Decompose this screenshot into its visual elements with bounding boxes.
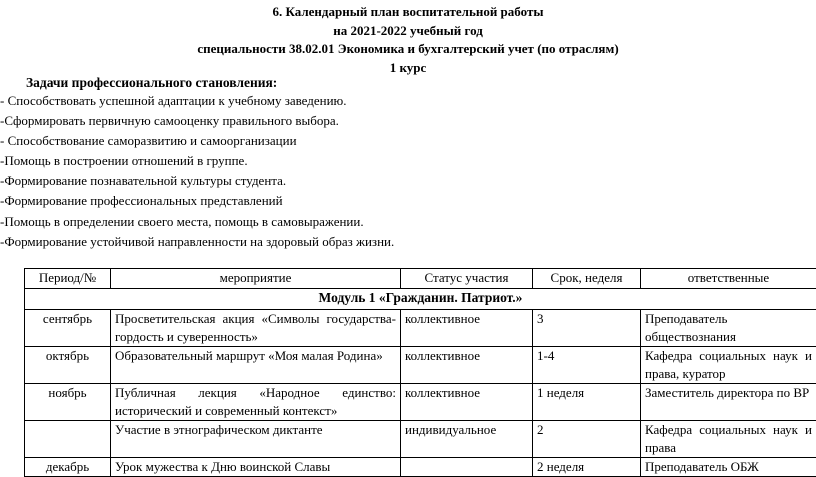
task-item: -Формирование профессиональных представлений bbox=[0, 191, 394, 211]
cell-event: Участие в этнографическом диктанте bbox=[111, 421, 401, 458]
cell-term: 2 неделя bbox=[533, 458, 641, 477]
header-status: Статус участия bbox=[401, 269, 533, 289]
cell-period bbox=[25, 421, 111, 458]
table-row bbox=[25, 384, 816, 421]
task-item: -Формирование познавательной культуры студента. bbox=[0, 171, 394, 191]
cell-status: индивидуальное bbox=[401, 421, 533, 458]
cell-responsible: Кафедра социальных наук и права bbox=[641, 421, 816, 458]
table-row bbox=[25, 347, 816, 384]
cell-period: октябрь bbox=[25, 347, 111, 384]
cell-term: 3 bbox=[533, 310, 641, 347]
header-line-3: специальности 38.02.01 Экономика и бухгалтерский учет (по отраслям) bbox=[0, 40, 816, 59]
cell-term: 1 неделя bbox=[533, 384, 641, 421]
task-item: - Способствование саморазвитию и самоорганизации bbox=[0, 131, 394, 151]
tasks-heading: Задачи профессионального становления: bbox=[26, 74, 277, 91]
header-period: Период/№ bbox=[25, 269, 111, 289]
table-row bbox=[25, 458, 816, 477]
plan-table bbox=[24, 268, 816, 477]
module-title: Модуль 1 «Гражданин. Патриот.» bbox=[25, 289, 816, 310]
cell-status: коллективное bbox=[401, 384, 533, 421]
cell-event: Урок мужества к Дню воинской Славы bbox=[111, 458, 401, 477]
document-header bbox=[0, 3, 816, 77]
table-header-row bbox=[25, 269, 816, 289]
cell-status: коллективное bbox=[401, 347, 533, 384]
cell-responsible: Кафедра социальных наук и права, куратор bbox=[641, 347, 816, 384]
cell-event: Образовательный маршрут «Моя малая Родина» bbox=[111, 347, 401, 384]
table-row bbox=[25, 310, 816, 347]
cell-status: коллективное bbox=[401, 310, 533, 347]
cell-responsible: Преподаватель обществознания bbox=[641, 310, 816, 347]
table-row bbox=[25, 421, 816, 458]
cell-term: 2 bbox=[533, 421, 641, 458]
header-term: Срок, неделя bbox=[533, 269, 641, 289]
header-event: мероприятие bbox=[111, 269, 401, 289]
header-line-2: на 2021-2022 учебный год bbox=[0, 22, 816, 41]
cell-period: сентябрь bbox=[25, 310, 111, 347]
cell-term: 1-4 bbox=[533, 347, 641, 384]
cell-responsible: Заместитель директора по ВР bbox=[641, 384, 816, 421]
cell-responsible: Преподаватель ОБЖ bbox=[641, 458, 816, 477]
task-item: -Формирование устойчивой направленности на здоровый образ жизни. bbox=[0, 232, 394, 252]
task-item: -Помощь в построении отношений в группе. bbox=[0, 151, 394, 171]
cell-period: ноябрь bbox=[25, 384, 111, 421]
cell-status bbox=[401, 458, 533, 477]
cell-event: Просветительская акция «Символы государства-гордость и суверенность» bbox=[111, 310, 401, 347]
tasks-list bbox=[0, 91, 394, 252]
header-responsible: ответственные bbox=[641, 269, 816, 289]
header-line-1: 6. Календарный план воспитательной работы bbox=[0, 3, 816, 22]
cell-period: декабрь bbox=[25, 458, 111, 477]
task-item: -Сформировать первичную самооценку правильного выбора. bbox=[0, 111, 394, 131]
task-item: - Способствовать успешной адаптации к учебному заведению. bbox=[0, 91, 394, 111]
header-line-4: 1 курс bbox=[0, 59, 816, 78]
cell-event: Публичная лекция «Народное единство: исторический и современный контекст» bbox=[111, 384, 401, 421]
task-item: -Помощь в определении своего места, помощь в самовыражении. bbox=[0, 212, 394, 232]
module-row bbox=[25, 289, 816, 310]
